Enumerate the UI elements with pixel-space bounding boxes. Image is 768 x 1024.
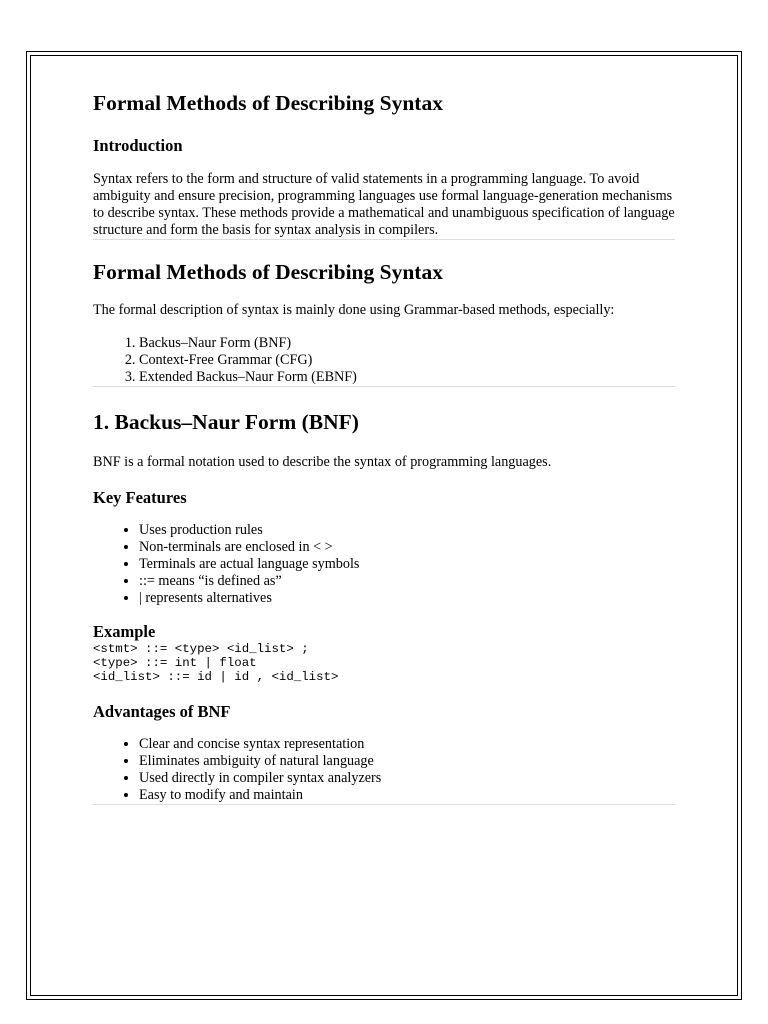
page-title: Formal Methods of Describing Syntax bbox=[93, 91, 443, 115]
list-item: 2. Context-Free Grammar (CFG) bbox=[139, 352, 675, 369]
list-item: • Used directly in compiler syntax analyzers bbox=[139, 770, 675, 787]
section-divider bbox=[93, 386, 675, 387]
introduction-paragraph: Syntax refers to the form and structure of valid statements in a programming language. To avoid ambiguity and ensure precision, programming languages use formal language-generation mechanisms to describe syntax. These methods provide a mathematical and unambiguous specification of language structure and form the basis for syntax analysis in compilers. bbox=[93, 171, 675, 238]
formal-methods-paragraph: The formal description of syntax is mainly done using Grammar-based methods, especially: bbox=[93, 302, 615, 318]
introduction-heading: Introduction bbox=[93, 136, 183, 155]
bnf-paragraph: BNF is a formal notation used to describe the syntax of programming languages. bbox=[93, 454, 552, 470]
advantages-list bbox=[93, 736, 675, 804]
section-title-bnf: 1. Backus–Naur Form (BNF) bbox=[93, 410, 359, 434]
code-line: <type> ::= int | float bbox=[93, 655, 257, 670]
document-content bbox=[93, 86, 675, 805]
list-item: 1. Backus–Naur Form (BNF) bbox=[139, 335, 675, 352]
list-item: • | represents alternatives bbox=[139, 590, 675, 607]
advantages-heading: Advantages of BNF bbox=[93, 702, 231, 722]
code-line: <stmt> ::= <type> <id_list> ; bbox=[93, 642, 309, 656]
list-item: • Easy to modify and maintain bbox=[139, 787, 675, 804]
formal-methods-list bbox=[93, 335, 675, 386]
list-item: • Uses production rules bbox=[139, 522, 675, 539]
list-item: • Terminals are actual language symbols bbox=[139, 556, 675, 573]
list-item: • Eliminates ambiguity of natural language bbox=[139, 753, 675, 770]
section-title-formal-methods: Formal Methods of Describing Syntax bbox=[93, 260, 443, 284]
code-line: <id_list> ::= id | id , <id_list> bbox=[93, 669, 339, 684]
list-item: 3. Extended Backus–Naur Form (EBNF) bbox=[139, 369, 675, 386]
example-heading: Example bbox=[93, 622, 156, 641]
list-item: • Non-terminals are enclosed in < > bbox=[139, 539, 675, 556]
list-item: • Clear and concise syntax representation bbox=[139, 736, 675, 753]
example-code-block bbox=[93, 643, 675, 684]
section-divider bbox=[93, 239, 675, 240]
key-features-heading: Key Features bbox=[93, 488, 187, 507]
key-features-list bbox=[93, 522, 675, 607]
section-divider bbox=[93, 804, 675, 805]
list-item: • ::= means “is defined as” bbox=[139, 573, 675, 590]
